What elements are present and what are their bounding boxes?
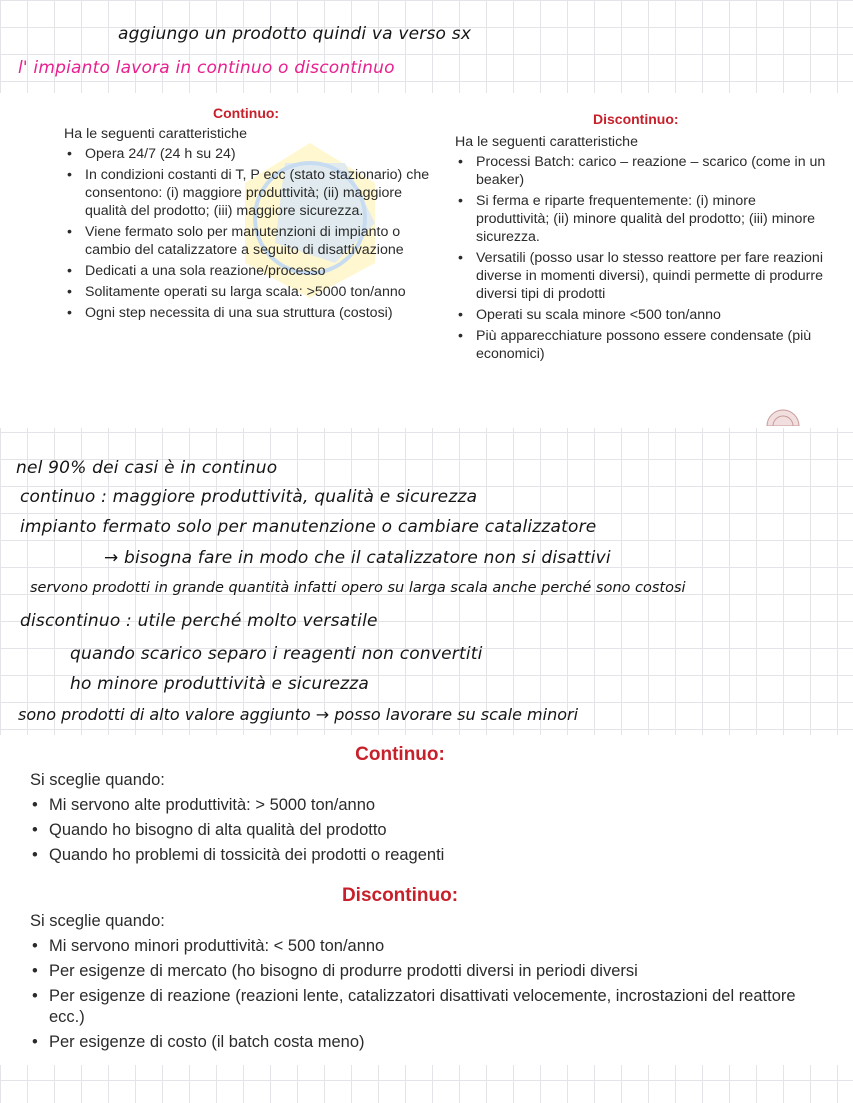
continuo-when-list	[30, 795, 830, 866]
list-item: • Si ferma e riparte frequentemente: (i) minore produttività; (ii) minore qualità del prodotto; (iii) minore sicurezza.	[455, 192, 827, 246]
discontinuo-list	[455, 153, 827, 363]
list-item: • Per esigenze di costo (il batch costa meno)	[30, 1032, 830, 1053]
list-item: • Per esigenze di reazione (reazioni lente, catalizzatori disattivati velocemente, incrostazioni del reattore ecc.)	[30, 986, 830, 1028]
discontinuo-heading: Discontinuo:	[341, 885, 459, 906]
list-item: • Operati su scala minore <500 ton/anno	[455, 306, 827, 324]
note-middle-1: nel 90% dei casi è in continuo	[16, 458, 278, 478]
list-item: • Ogni step necessita di una sua struttura (costosi)	[64, 304, 444, 322]
discontinuo-when-list	[30, 936, 830, 1053]
continuo-heading: Continuo:	[355, 744, 445, 765]
continuo-title: Continuo:	[213, 105, 280, 121]
note-middle-8: ho minore produttività e sicurezza	[70, 674, 370, 694]
slide-when-to-choose	[0, 735, 853, 1065]
list-item: • Mi servono alte produttività: > 5000 ton/anno	[30, 795, 830, 816]
note-middle-9: sono prodotti di alto valore aggiunto → posso lavorare su scale minori	[18, 705, 579, 724]
note-top-1: aggiungo un prodotto quindi va verso sx	[118, 24, 472, 44]
list-item: • Mi servono minori produttività: < 500 ton/anno	[30, 936, 830, 957]
continuo-when-intro: Si sceglie quando:	[30, 771, 165, 789]
note-middle-6: discontinuo : utile perché molto versatile	[20, 611, 378, 631]
note-middle-4: → bisogna fare in modo che il catalizzatore non si disattivi	[104, 548, 611, 568]
list-item: • Più apparecchiature possono essere condensate (più economici)	[455, 327, 827, 363]
continuo-column	[64, 125, 444, 325]
discontinuo-when-section	[30, 911, 830, 1057]
list-item: • Quando ho bisogno di alta qualità del prodotto	[30, 820, 830, 841]
continuo-intro: Ha le seguenti caratteristiche	[64, 126, 247, 142]
discontinuo-intro: Ha le seguenti caratteristiche	[455, 134, 638, 150]
discontinuo-when-intro: Si sceglie quando:	[30, 912, 165, 930]
discontinuo-column	[455, 133, 827, 366]
list-item: • Versatili (posso usar lo stesso reattore per fare reazioni diverse in momenti diversi), quindi permette di produrre diversi tipi di prodotti	[455, 249, 827, 303]
note-middle-2: continuo : maggiore produttività, qualità e sicurezza	[20, 487, 478, 507]
list-item: • Quando ho problemi di tossicità dei prodotti o reagenti	[30, 845, 830, 866]
list-item: • In condizioni costanti di T, P ecc (stato stazionario) che consentono: (i) maggiore produttività; (ii) maggiore qualità del prodotto; (iii) maggiore sicurezza.	[64, 166, 444, 220]
note-middle-7: quando scarico separo i reagenti non convertiti	[70, 644, 483, 664]
note-top-2: l' impianto lavora in continuo o discontinuo	[18, 58, 395, 78]
list-item: • Dedicati a una sola reazione/processo	[64, 262, 444, 280]
note-middle-3: impianto fermato solo per manutenzione o cambiare catalizzatore	[20, 517, 597, 537]
continuo-when-section	[30, 770, 830, 870]
slide-characteristics	[0, 93, 853, 428]
list-item: • Processi Batch: carico – reazione – scarico (come in un beaker)	[455, 153, 827, 189]
discontinuo-title: Discontinuo:	[593, 111, 679, 127]
list-item: • Per esigenze di mercato (ho bisogno di produrre prodotti diversi in periodi diversi	[30, 961, 830, 982]
list-item: • Viene fermato solo per manutenzioni di impianto o cambio del catalizzatore a seguito di disattivazione	[64, 223, 444, 259]
note-middle-5: servono prodotti in grande quantità infatti opero su larga scala anche perché sono costosi	[30, 580, 686, 596]
continuo-list	[64, 145, 444, 322]
list-item: • Opera 24/7 (24 h su 24)	[64, 145, 444, 163]
university-seal-icon	[765, 406, 801, 426]
list-item: • Solitamente operati su larga scala: >5000 ton/anno	[64, 283, 444, 301]
